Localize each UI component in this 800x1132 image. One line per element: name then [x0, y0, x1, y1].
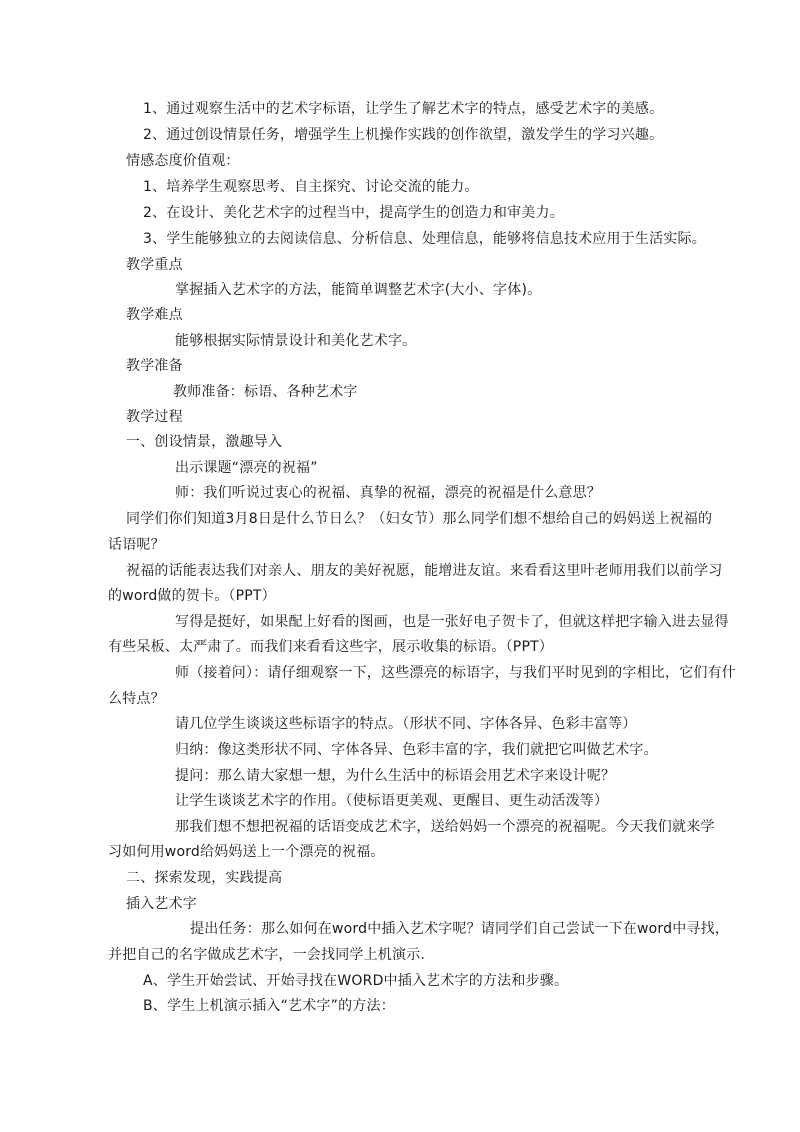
objective-line-2: 2、通过创设情景任务，增强学生上机操作实践的创作欲望，激发学生的学习兴趣。 [143, 127, 664, 143]
section-heading-key-points: 教学重点 [126, 257, 183, 273]
section-heading-process: 教学过程 [126, 409, 183, 425]
paragraph-card-line-2: 有些呆板、太严肃了。而我们来看看这些字，展示收集的标语。（PPT） [108, 639, 554, 655]
subheading-insert-wordart: 插入艺术字 [126, 896, 197, 912]
paragraph-task-line-1: 提出任务：那么如何在word中插入艺术字呢？请同学们自己尝试一下在word中寻找， [190, 921, 730, 937]
paragraph-summary-line: 归纳：像这类形状不同、字体各异、色彩丰富的字，我们就把它叫做艺术字。 [175, 742, 658, 758]
paragraph-purpose-line: 让学生谈谈艺术字的作用。（使标语更美观、更醒目、更生动活泼等） [175, 793, 609, 809]
paragraph-discuss-line: 请几位学生谈谈这些标语字的特点。（形状不同、字体各异、色彩丰富等） [175, 716, 637, 732]
paragraph-question-line: 提问：那么请大家想一想，为什么生活中的标语会用艺术字来设计呢？ [175, 768, 616, 784]
paragraph-blessing-line-2: 的word做的贺卡。（PPT） [108, 588, 276, 604]
paragraph-card-line-1: 写得是挺好，如果配上好看的图画，也是一张好电子贺卡了，但就这样把字输入进去显得 [175, 614, 729, 630]
process-step-1-heading: 一、创设情景，激趣导入 [126, 434, 283, 450]
key-points-text: 掌握插入艺术字的方法，能简单调整艺术字(大小、字体)。 [175, 282, 542, 298]
section-heading-preparation: 教学准备 [126, 358, 183, 374]
step-b-line: B、学生上机演示插入“艺术字”的方法： [143, 998, 395, 1014]
difficulties-text: 能够根据实际情景设计和美化艺术字。 [175, 333, 417, 349]
paragraph-womens-day-line-1: 同学们你们知道3月8日是什么节日么？（妇女节）那么同学们想不想给自己的妈妈送上祝福的 [126, 511, 713, 527]
paragraph-observe-line-2: 么特点？ [108, 691, 165, 707]
paragraph-transition-line-1: 那我们想不想把祝福的话语变成艺术字，送给妈妈一个漂亮的祝福呢。今天我们就来学 [175, 819, 715, 835]
lesson-title-line: 出示课题“漂亮的祝福” [175, 460, 318, 476]
process-step-2-heading: 二、探索发现，实践提高 [126, 870, 283, 886]
objective-line-1: 1、通过观察生活中的艺术字标语，让学生了解艺术字的特点，感受艺术字的美感。 [143, 101, 664, 117]
paragraph-task-line-2: 并把自己的名字做成艺术字，一会找同学上机演示. [108, 947, 426, 963]
paragraph-womens-day-line-2: 话语呢？ [108, 537, 165, 553]
paragraph-observe-line-1: 师（接着问）：请仔细观察一下，这些漂亮的标语字，与我们平时见到的字相比，它们有什 [175, 665, 736, 681]
paragraph-transition-line-2: 习如何用word给妈妈送上一个漂亮的祝福。 [108, 844, 385, 860]
attitude-line-2: 2、在设计、美化艺术字的过程当中，提高学生的创造力和审美力。 [143, 205, 564, 221]
section-heading-difficulties: 教学难点 [126, 307, 183, 323]
step-a-line: A、学生开始尝试、开始寻找在WORD中插入艺术字的方法和步骤。 [143, 973, 569, 989]
attitude-line-3: 3、学生能够独立的去阅读信息、分析信息、处理信息，能够将信息技术应用于生活实际。 [143, 231, 706, 247]
paragraph-blessing-line-1: 祝福的话能表达我们对亲人、朋友的美好祝愿，能增进友谊。来看看这里叶老师用我们以前学习 [126, 563, 723, 579]
teacher-question-line: 师：我们听说过衷心的祝福、真挚的祝福，漂亮的祝福是什么意思？ [175, 485, 601, 501]
attitude-line-1: 1、培养学生观察思考、自主探究、讨论交流的能力。 [143, 179, 479, 195]
section-heading-attitude: 情感态度价值观： [126, 153, 240, 169]
preparation-text: 教师准备：标语、各种艺术字 [173, 384, 358, 400]
